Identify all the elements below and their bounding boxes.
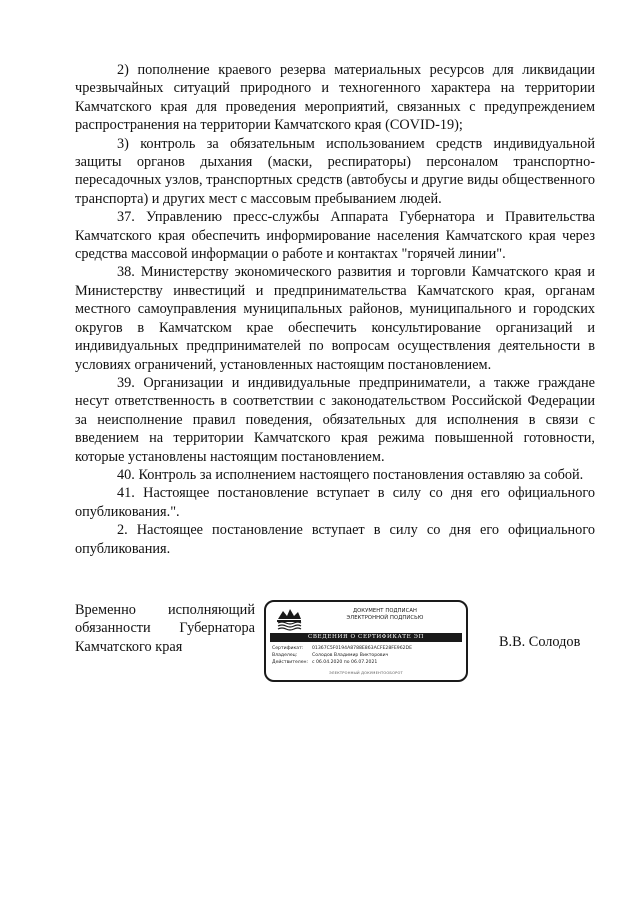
paragraph-clause-41: 41. Настоящее постановление вступает в силу со дня его официального опубликования.".: [75, 485, 595, 520]
paragraph-item-2: 2) пополнение краевого резерва материальных ресурсов для ликвидации чрезвычайных ситуаций природного и техногенного характера на территории Камчатского края для проведения мероприятий, связанных с предупреждением распространения на территории Камчатского края (COVID-19);: [75, 62, 595, 134]
paragraph-clause-40: 40. Контроль за исполнением настоящего постановления оставляю за собой.: [117, 466, 584, 483]
stamp-row-label: Сертификат:: [272, 646, 304, 651]
stamp-certificate-band: СВЕДЕНИЯ О СЕРТИФИКАТЕ ЭП: [270, 633, 462, 642]
paragraph-clause-38: 38. Министерству экономического развития и торговли Камчатского края и Министерству инвестиций и предпринимательства Камчатского края, органам местного самоуправления муниципальных районов, муниципального и городских округов в Камчатском крае обеспечить консультирование организаций и индивидуальных предпринимателей по вопросам осуществления деятельности в условиях ограничений, установленных настоящим постановлением.: [75, 264, 595, 373]
signatory-position-line: Временно исполняющий: [75, 602, 255, 618]
paragraph-item-3: 3) контроль за обязательным использованием средств индивидуальной защиты органов дыхания (маски, респираторы) персоналом транспортно-пересадочных узлов, транспортных средств (автобусы и другие виды общественного транспорта) и других мест с массовым пребыванием людей.: [75, 135, 595, 207]
stamp-row-label: Владелец:: [272, 653, 298, 658]
paragraph-final-clause-2: 2. Настоящее постановление вступает в силу со дня его официального опубликования.: [75, 522, 595, 557]
stamp-title-line: ЭЛЕКТРОННОЙ ПОДПИСЬЮ: [346, 615, 424, 621]
stamp-row-value: Солодов Владимир Викторович: [312, 653, 389, 658]
stamp-row-validity: [272, 659, 464, 666]
electronic-signature-stamp: [264, 600, 468, 682]
paragraph-clause-37: 37. Управлению пресс-службы Аппарата Губернатора и Правительства Камчатского края обеспечить информирование населения Камчатского края через средства массовой информации о работе и контактах "горячей линии".: [75, 209, 595, 263]
stamp-row-label: Действителен:: [272, 660, 309, 665]
stamp-footer: ЭЛЕКТРОННЫЙ ДОКУМЕНТООБОРОТ: [329, 671, 403, 675]
stamp-title-line: ДОКУМЕНТ ПОДПИСАН: [352, 608, 418, 614]
stamp-row-value: с 06.04.2020 по 06.07.2021: [312, 660, 378, 665]
stamp-title: [310, 608, 460, 622]
stamp-row-owner: [272, 652, 464, 659]
stamp-certificate-details: [272, 645, 464, 666]
stamp-row-value: 01367C5F0194A8788E863ACFE28FE962DE: [312, 646, 412, 651]
signatory-position: [75, 601, 255, 656]
paragraph-clause-39: 39. Организации и индивидуальные предприниматели, а также граждане несут ответственность в соответствии с законодательством Российской Федерации за неисполнение правил поведения, обязательных для исполнения в связи с введением на территории Камчатского края режима повышенной готовности, которые установлены настоящим постановлением.: [75, 374, 595, 465]
document-body: [75, 61, 595, 558]
signatory-position-line: Камчатского края: [75, 638, 183, 655]
coat-of-arms-icon: [274, 606, 304, 632]
stamp-row-certificate: [272, 645, 464, 652]
signatory-name: В.В. Солодов: [499, 634, 581, 650]
signatory-position-line: обязанности Губернатора: [75, 620, 255, 637]
